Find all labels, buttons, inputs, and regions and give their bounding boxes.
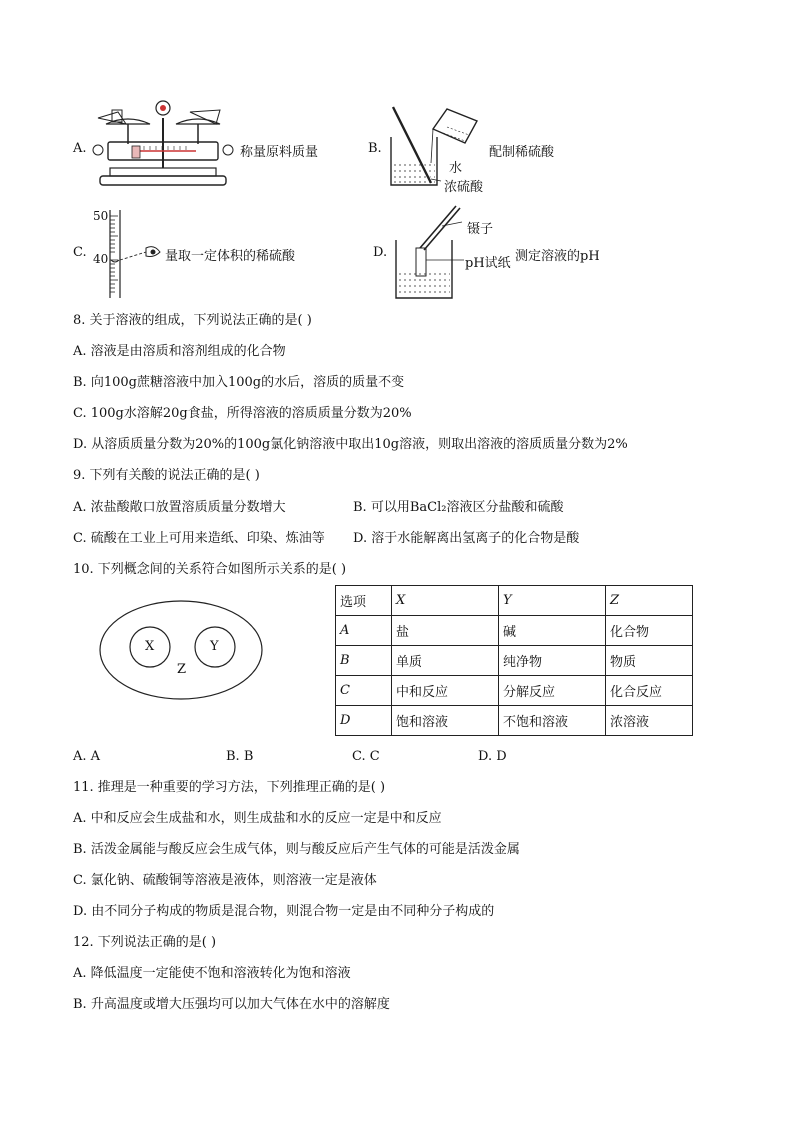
venn-label-x: X xyxy=(145,639,155,654)
table-header-cell: Y xyxy=(499,586,606,616)
table-cell: 中和反应 xyxy=(392,676,499,706)
q7-option-c-tick-bottom: 40 xyxy=(93,252,109,266)
table-cell: 碱 xyxy=(499,616,606,646)
table-cell: 物质 xyxy=(606,646,693,676)
table-cell: 盐 xyxy=(392,616,499,646)
q7-option-c-text: 量取一定体积的稀硫酸 xyxy=(165,249,296,264)
table-cell: C xyxy=(336,676,392,706)
q10-option-a: A. A xyxy=(73,749,101,764)
table-header-cell: X xyxy=(392,586,499,616)
table-row xyxy=(336,706,693,736)
q7-option-b-letter: B. xyxy=(368,141,382,156)
table-cell: A xyxy=(336,616,392,646)
q7-option-b-acid-label: 浓硫酸 xyxy=(444,180,484,195)
table-cell: 单质 xyxy=(392,646,499,676)
q10-stem: 10. 下列概念间的关系符合如图所示关系的是( ) xyxy=(73,562,347,577)
q7-option-c-tick-top: 50 xyxy=(93,209,109,223)
q10-option-d: D. D xyxy=(478,749,507,764)
q12-option-a: A. 降低温度一定能使不饱和溶液转化为饱和溶液 xyxy=(73,966,351,981)
table-cell: 分解反应 xyxy=(499,676,606,706)
table-cell: 饱和溶液 xyxy=(392,706,499,736)
q8-option-c: C. 100g水溶解20g食盐，所得溶液的溶质质量分数为20% xyxy=(73,406,412,421)
q12-stem: 12. 下列说法正确的是( ) xyxy=(73,935,217,950)
venn-label-z: Z xyxy=(177,662,187,677)
q7-option-d-paper-label: pH试纸 xyxy=(465,256,511,271)
q11-option-d: D. 由不同分子构成的物质是混合物，则混合物一定是由不同种分子构成的 xyxy=(73,904,495,919)
q9-option-c: C. 硫酸在工业上可用来造纸、印染、炼油等 xyxy=(73,531,325,546)
q9-option-b: B. 可以用BaCl₂溶液区分盐酸和硫酸 xyxy=(353,500,564,515)
q11-option-b: B. 活泼金属能与酸反应会生成气体，则与酸反应后产生气体的可能是活泼金属 xyxy=(73,842,520,857)
table-cell: 浓溶液 xyxy=(606,706,693,736)
venn-label-y: Y xyxy=(210,639,219,654)
graduated-cylinder-illustration xyxy=(108,208,168,300)
q11-option-c: C. 氯化钠、硫酸铜等溶液是液体，则溶液一定是液体 xyxy=(73,873,377,888)
q9-option-d: D. 溶于水能解离出氢离子的化合物是酸 xyxy=(353,531,580,546)
table-cell: 化合物 xyxy=(606,616,693,646)
q12-option-b: B. 升高温度或增大压强均可以加大气体在水中的溶解度 xyxy=(73,997,390,1012)
balance-scale-illustration xyxy=(88,98,238,190)
q11-option-a: A. 中和反应会生成盐和水，则生成盐和水的反应一定是中和反应 xyxy=(73,811,442,826)
q9-stem: 9. 下列有关酸的说法正确的是( ) xyxy=(73,468,260,483)
ph-test-illustration xyxy=(390,200,470,302)
q8-option-d: D. 从溶质质量分数为20%的100g氯化钠溶液中取出10g溶液，则取出溶液的溶质质量分数为2% xyxy=(73,437,628,452)
q7-option-a-letter: A. xyxy=(73,141,87,156)
q9-option-a: A. 浓盐酸敞口放置溶质质量分数增大 xyxy=(73,500,286,515)
q10-option-b: B. B xyxy=(226,749,254,764)
table-row xyxy=(336,616,693,646)
q7-option-b-text: 配制稀硫酸 xyxy=(489,145,555,160)
q7-option-d-tongs-label: 镊子 xyxy=(467,222,494,237)
q8-stem: 8. 关于溶液的组成，下列说法正确的是( ) xyxy=(73,313,312,328)
venn-diagram xyxy=(98,599,264,701)
table-header-cell: 选项 xyxy=(336,586,392,616)
table-cell: 不饱和溶液 xyxy=(499,706,606,736)
q10-option-c: C. C xyxy=(352,749,380,764)
table-cell: 纯净物 xyxy=(499,646,606,676)
table-header-row xyxy=(336,586,693,616)
table-row xyxy=(336,646,693,676)
table-cell: 化合反应 xyxy=(606,676,693,706)
q11-stem: 11. 推理是一种重要的学习方法，下列推理正确的是( ) xyxy=(73,780,386,795)
q7-option-b-water-label: 水 xyxy=(449,161,463,176)
q7-option-d-text: 测定溶液的pH xyxy=(515,249,600,264)
table-cell: B xyxy=(336,646,392,676)
table-header-cell: Z xyxy=(606,586,693,616)
table-row xyxy=(336,676,693,706)
q7-option-c-letter: C. xyxy=(73,245,87,260)
q7-option-a-text: 称量原料质量 xyxy=(240,145,319,160)
q10-options-table xyxy=(335,585,693,736)
q8-option-a: A. 溶液是由溶质和溶剂组成的化合物 xyxy=(73,344,286,359)
q7-option-d-letter: D. xyxy=(373,245,388,260)
q8-option-b: B. 向100g蔗糖溶液中加入100g的水后，溶质的质量不变 xyxy=(73,375,405,390)
table-cell: D xyxy=(336,706,392,736)
